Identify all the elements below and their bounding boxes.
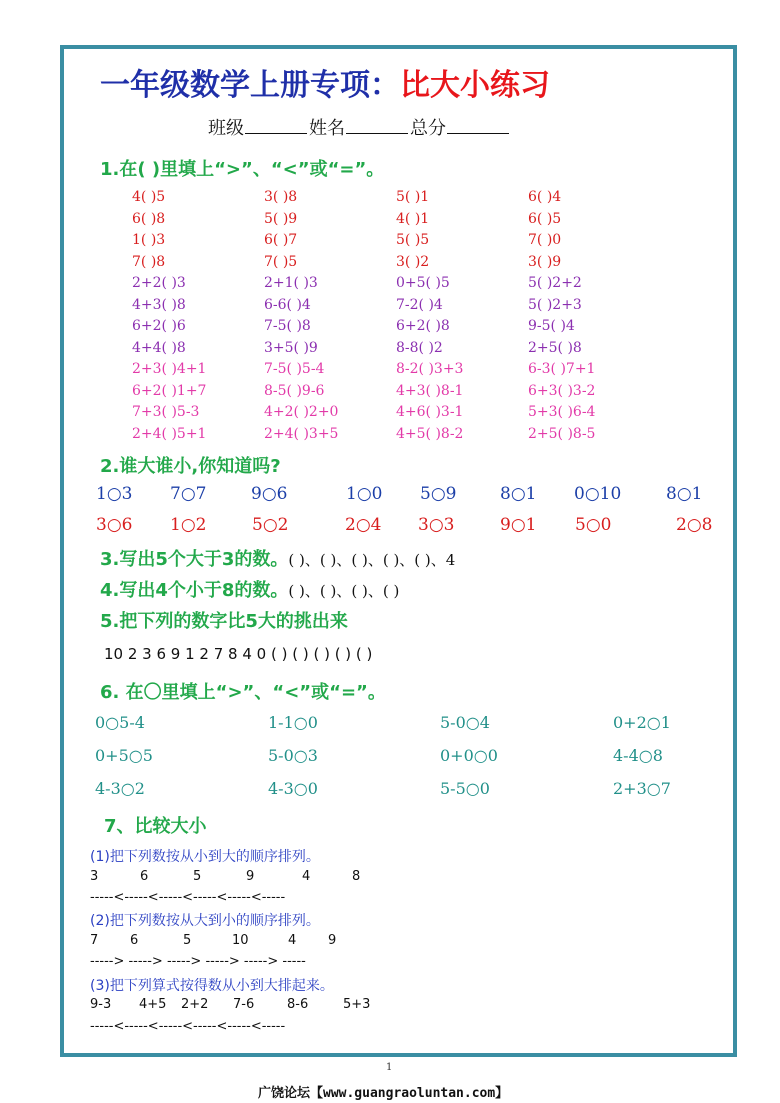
q1-item[interactable]: 6( )7 xyxy=(264,232,298,248)
q2-item[interactable]: 0○10 xyxy=(574,484,622,504)
q1-item[interactable]: 2+3( )4+1 xyxy=(132,361,207,377)
q1-item[interactable]: 9-5( )4 xyxy=(528,318,575,334)
q1-item[interactable]: 3( )8 xyxy=(264,189,298,205)
q7-number: 4 xyxy=(288,933,297,948)
q1-item[interactable]: 4+3( )8 xyxy=(132,296,186,313)
q7-number: 7-6 xyxy=(233,997,255,1012)
q7-number: 3 xyxy=(90,869,99,884)
q2-item[interactable]: 9○1 xyxy=(500,515,537,535)
q6-item[interactable]: 0+5○5 xyxy=(95,746,153,765)
q1-item[interactable]: 2+2( )3 xyxy=(132,275,186,291)
q3 xyxy=(100,545,455,571)
page-title: 一年级数学上册专项：比大小练习 xyxy=(100,68,550,103)
q6-item[interactable]: 1-1○0 xyxy=(268,713,318,732)
q1-item[interactable]: 3+5( )9 xyxy=(264,339,318,356)
q7-part2-answer-chain[interactable]: -----> -----> -----> -----> -----> ----- xyxy=(90,954,306,969)
q7-number: 9-3 xyxy=(90,997,112,1012)
q6-item[interactable]: 0+2○1 xyxy=(613,713,671,732)
q7-number: 9 xyxy=(328,933,337,948)
q1-item[interactable]: 6+2( )6 xyxy=(132,318,186,334)
q2-item[interactable]: 8○1 xyxy=(666,484,703,504)
q1-item[interactable]: 7-2( )4 xyxy=(396,296,443,313)
q1-item[interactable]: 2+4( )5+1 xyxy=(132,425,207,442)
q1-item[interactable]: 6( )4 xyxy=(528,189,562,205)
q7-number: 5+3 xyxy=(343,997,371,1012)
q6-item[interactable]: 4-3○2 xyxy=(95,779,145,798)
q1-item[interactable]: 6+3( )3-2 xyxy=(528,382,596,399)
q7-number: 6 xyxy=(130,933,139,948)
footer-site: 广饶论坛【www.guangraoluntan.com】 xyxy=(258,1086,509,1101)
q1-item[interactable]: 5+3( )6-4 xyxy=(528,404,596,420)
q2-item[interactable]: 2○4 xyxy=(345,515,382,535)
q1-item[interactable]: 6+2( )8 xyxy=(396,318,450,334)
q7-number: 8 xyxy=(352,869,361,884)
q1-item[interactable]: 8-8( )2 xyxy=(396,339,443,356)
q2-heading: 2.谁大谁小,你知道吗? xyxy=(100,456,281,477)
q2-item[interactable]: 2○8 xyxy=(676,515,713,535)
q6-item[interactable]: 5-0○3 xyxy=(268,746,318,765)
q1-item[interactable]: 5( )9 xyxy=(264,210,298,227)
q1-item[interactable]: 8-2( )3+3 xyxy=(396,361,464,377)
name-blank[interactable] xyxy=(346,119,408,134)
q6-item[interactable]: 0○5-4 xyxy=(95,713,145,732)
page-number: 1 xyxy=(386,1062,393,1073)
q7-number: 5 xyxy=(193,869,202,884)
q7-number: 8-6 xyxy=(287,997,309,1012)
q1-item[interactable]: 7( )0 xyxy=(528,232,562,248)
q6-heading: 6. 在〇里填上“>”、“<”或“=”。 xyxy=(100,682,386,703)
q5-numbers[interactable]: 10 2 3 6 9 1 2 7 8 4 0 ( ) ( ) ( ) ( ) ( ) xyxy=(104,645,373,663)
q1-item[interactable]: 8-5( )9-6 xyxy=(264,382,325,399)
q6-item[interactable]: 5-0○4 xyxy=(440,713,490,732)
q1-item[interactable]: 4+3( )8-1 xyxy=(396,382,464,399)
q1-item[interactable]: 4+5( )8-2 xyxy=(396,425,464,442)
q6-item[interactable]: 4-3○0 xyxy=(268,779,318,798)
q2-item[interactable]: 8○1 xyxy=(500,484,537,504)
class-blank[interactable] xyxy=(245,119,307,134)
score-blank[interactable] xyxy=(447,119,509,134)
q5-heading: 5.把下列的数字比5大的挑出来 xyxy=(100,611,348,632)
q7-part1-instruction: (1)把下列数按从小到大的顺序排列。 xyxy=(90,849,320,865)
q1-item[interactable]: 4( )5 xyxy=(132,189,166,205)
q1-item[interactable]: 2+1( )3 xyxy=(264,275,318,291)
q1-item[interactable]: 6-6( )4 xyxy=(264,296,311,313)
q7-number: 4 xyxy=(302,869,311,884)
q2-item[interactable]: 1○3 xyxy=(96,484,133,504)
q1-item[interactable]: 3( )9 xyxy=(528,253,562,270)
q1-item[interactable]: 7( )8 xyxy=(132,253,166,270)
q3-heading: 3.写出5个大于3的数。 xyxy=(100,549,289,570)
q1-item[interactable]: 4+2( )2+0 xyxy=(264,404,339,420)
q1-item[interactable]: 1( )3 xyxy=(132,232,166,248)
q1-item[interactable]: 7( )5 xyxy=(264,253,298,270)
q7-number: 6 xyxy=(140,869,149,884)
q7-number: 5 xyxy=(183,933,192,948)
q1-item[interactable]: 7-5( )5-4 xyxy=(264,361,325,377)
q2-item[interactable]: 1○2 xyxy=(170,515,207,535)
q2-item[interactable]: 5○0 xyxy=(575,515,612,535)
q6-item[interactable]: 2+3○7 xyxy=(613,779,671,798)
q2-item[interactable]: 7○7 xyxy=(170,484,207,504)
q1-item[interactable]: 5( )5 xyxy=(396,232,430,248)
q6-item[interactable]: 5-5○0 xyxy=(440,779,490,798)
q1-item[interactable]: 4( )1 xyxy=(396,210,430,227)
q1-item[interactable]: 2+5( )8 xyxy=(528,339,582,356)
q1-item[interactable]: 5( )2+2 xyxy=(528,275,582,291)
q2-item[interactable]: 3○3 xyxy=(418,515,455,535)
q7-number: 10 xyxy=(232,933,249,948)
q4 xyxy=(100,576,399,602)
q7-part3-answer-chain[interactable]: -----<-----<-----<-----<-----<----- xyxy=(90,1019,286,1034)
q3-blanks[interactable]: ( )、( )、( )、( )、( )、4 xyxy=(288,551,456,569)
q6-item[interactable]: 4-4○8 xyxy=(613,746,663,765)
q7-part2-instruction: (2)把下列数按从大到小的顺序排列。 xyxy=(90,913,320,929)
q1-item[interactable]: 7-5( )8 xyxy=(264,318,311,334)
q1-item[interactable]: 6-3( )7+1 xyxy=(528,361,596,377)
q7-heading: 7、比较大小 xyxy=(104,816,207,837)
q7-number: 7 xyxy=(90,933,99,948)
q1-item[interactable]: 7+3( )5-3 xyxy=(132,404,200,420)
q4-blanks[interactable]: ( )、( )、( )、( ) xyxy=(288,582,400,600)
q1-item[interactable]: 6( )8 xyxy=(132,210,166,227)
q4-heading: 4.写出4个小于8的数。 xyxy=(100,580,289,601)
q2-item[interactable]: 5○2 xyxy=(252,515,289,535)
q1-item[interactable]: 2+5( )8-5 xyxy=(528,425,596,442)
q6-item[interactable]: 0+0○0 xyxy=(440,746,498,765)
q1-item[interactable]: 6( )5 xyxy=(528,210,562,227)
q1-item[interactable]: 6+2( )1+7 xyxy=(132,382,207,399)
q7-part3-instruction: (3)把下列算式按得数从小到大排起来。 xyxy=(90,978,334,994)
q7-number: 9 xyxy=(246,869,255,884)
q2-item[interactable]: 3○6 xyxy=(96,515,133,535)
q2-item[interactable]: 1○0 xyxy=(346,484,383,504)
q1-heading: 1.在( )里填上“>”、“<”或“=”。 xyxy=(100,159,385,180)
q1-item[interactable]: 5( )1 xyxy=(396,189,430,205)
student-info: 班级 姓名 总分 xyxy=(208,114,511,140)
q7-part1-answer-chain[interactable]: -----<-----<-----<-----<-----<----- xyxy=(90,890,286,905)
q2-item[interactable]: 9○6 xyxy=(251,484,288,504)
q7-number: 2+2 xyxy=(181,997,209,1012)
q1-item[interactable]: 2+4( )3+5 xyxy=(264,425,339,442)
q1-item[interactable]: 3( )2 xyxy=(396,253,430,270)
q1-item[interactable]: 0+5( )5 xyxy=(396,275,450,291)
q7-number: 4+5 xyxy=(139,997,167,1012)
q1-item[interactable]: 5( )2+3 xyxy=(528,296,582,313)
q1-item[interactable]: 4+6( )3-1 xyxy=(396,404,464,420)
q2-item[interactable]: 5○9 xyxy=(420,484,457,504)
q1-item[interactable]: 4+4( )8 xyxy=(132,339,186,356)
